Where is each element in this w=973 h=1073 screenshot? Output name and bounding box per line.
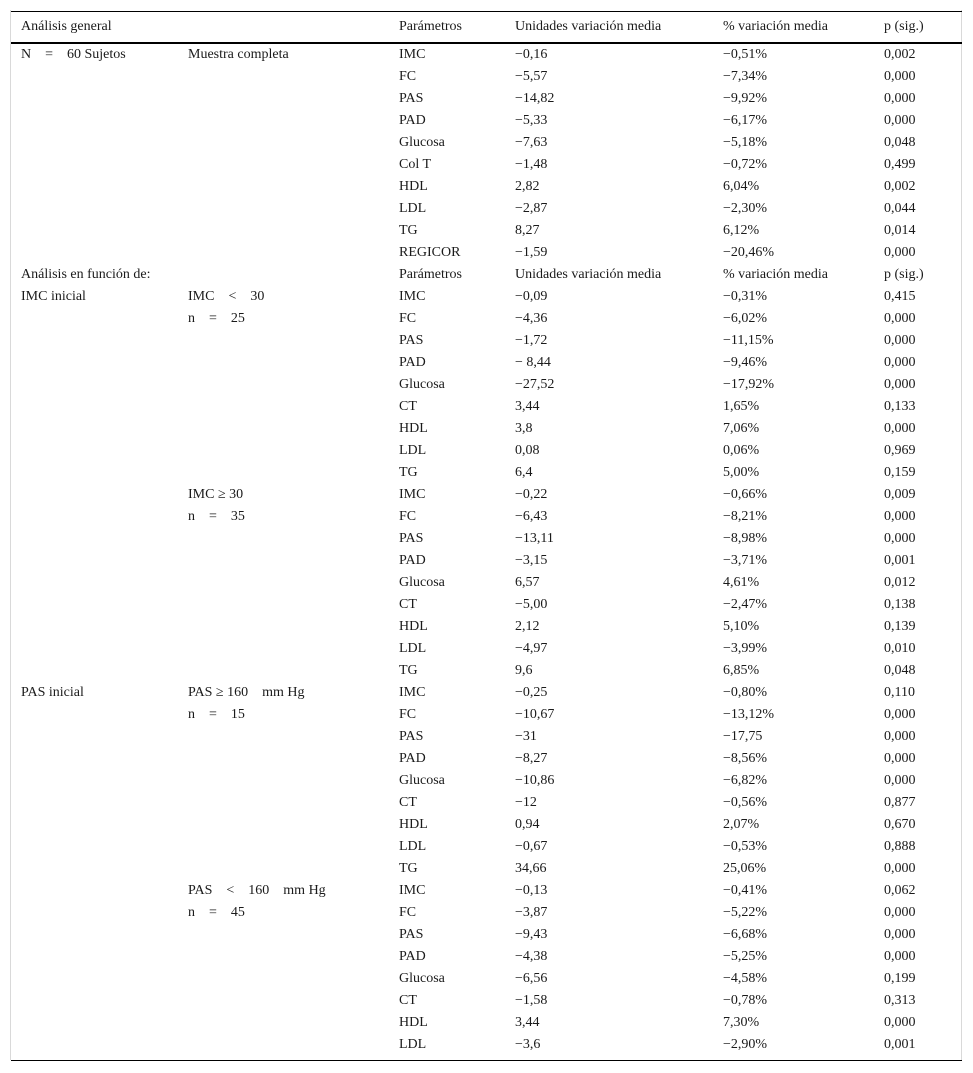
param-cell: FC (399, 509, 417, 524)
units-cell: 3,8 (515, 421, 533, 436)
percent-cell: 4,61% (723, 575, 760, 590)
percent-cell: −0,53% (723, 839, 768, 854)
units-cell: −6,56 (515, 971, 548, 986)
param-cell: LDL (399, 1037, 427, 1052)
param-cell: TG (399, 861, 418, 876)
param-cell: Glucosa (399, 971, 445, 986)
p-value-cell: 0,014 (884, 223, 916, 238)
subheader-p-sig: p (sig.) (884, 267, 924, 282)
units-cell: −4,36 (515, 311, 548, 326)
percent-cell: 0,06% (723, 443, 760, 458)
param-cell: HDL (399, 817, 428, 832)
p-value-cell: 0,139 (884, 619, 916, 634)
param-cell: IMC (399, 883, 426, 898)
units-cell: 2,12 (515, 619, 540, 634)
units-cell: 6,4 (515, 465, 533, 480)
param-cell: CT (399, 399, 417, 414)
percent-cell: 6,85% (723, 663, 760, 678)
param-cell: Glucosa (399, 773, 445, 788)
p-value-cell: 0,000 (884, 91, 916, 106)
param-cell: PAS (399, 531, 424, 546)
units-cell: −0,09 (515, 289, 548, 304)
percent-cell: 7,06% (723, 421, 760, 436)
units-cell: −4,97 (515, 641, 548, 656)
units-cell: −0,25 (515, 685, 548, 700)
percent-cell: −0,51% (723, 47, 768, 62)
header-p-sig: p (sig.) (884, 19, 924, 34)
param-cell: PAS (399, 729, 424, 744)
units-cell: −1,58 (515, 993, 548, 1008)
table-frame (10, 10, 962, 1060)
p-value-cell: 0,000 (884, 707, 916, 722)
param-cell: PAD (399, 949, 426, 964)
units-cell: −8,27 (515, 751, 548, 766)
units-cell: −13,11 (515, 531, 554, 546)
percent-cell: −2,30% (723, 201, 768, 216)
param-cell: HDL (399, 1015, 428, 1030)
p-value-cell: 0,048 (884, 663, 916, 678)
param-cell: TG (399, 465, 418, 480)
percent-cell: −8,21% (723, 509, 768, 524)
percent-cell: −3,71% (723, 553, 768, 568)
units-cell: −10,86 (515, 773, 555, 788)
param-cell: LDL (399, 839, 427, 854)
subgroup-n: n = 15 (188, 707, 245, 722)
header-unidades: Unidades variación media (515, 19, 662, 34)
percent-cell: 5,00% (723, 465, 760, 480)
param-cell: HDL (399, 421, 428, 436)
subheader-parametros: Parámetros (399, 267, 462, 282)
p-value-cell: 0,000 (884, 245, 916, 260)
param-cell: HDL (399, 619, 428, 634)
percent-cell: −2,47% (723, 597, 768, 612)
percent-cell: 7,30% (723, 1015, 760, 1030)
percent-cell: −6,68% (723, 927, 768, 942)
percent-cell: 25,06% (723, 861, 767, 876)
param-cell: Glucosa (399, 135, 445, 150)
p-value-cell: 0,110 (884, 685, 915, 700)
p-value-cell: 0,048 (884, 135, 916, 150)
units-cell: −5,33 (515, 113, 548, 128)
percent-cell: −0,72% (723, 157, 768, 172)
param-cell: PAD (399, 553, 426, 568)
param-cell: Col T (399, 157, 432, 172)
p-value-cell: 0,000 (884, 773, 916, 788)
param-cell: PAD (399, 113, 426, 128)
p-value-cell: 0,199 (884, 971, 916, 986)
units-cell: −10,67 (515, 707, 555, 722)
param-cell: TG (399, 223, 418, 238)
p-value-cell: 0,000 (884, 333, 916, 348)
param-cell: PAS (399, 333, 424, 348)
units-cell: −3,6 (515, 1037, 541, 1052)
top-rule (11, 11, 962, 12)
subgroup-condition: PAS ≥ 160 mm Hg (188, 685, 305, 700)
p-value-cell: 0,000 (884, 113, 916, 128)
param-cell: FC (399, 69, 417, 84)
p-value-cell: 0,000 (884, 69, 916, 84)
p-value-cell: 0,000 (884, 421, 916, 436)
p-value-cell: 0,000 (884, 509, 916, 524)
subgroup-condition: PAS < 160 mm Hg (188, 883, 326, 898)
percent-cell: −6,02% (723, 311, 768, 326)
header-porcentaje: % variación media (723, 19, 828, 34)
percent-cell: −0,41% (723, 883, 768, 898)
percent-cell: 5,10% (723, 619, 760, 634)
param-cell: LDL (399, 641, 427, 656)
percent-cell: −5,22% (723, 905, 768, 920)
units-cell: −3,15 (515, 553, 548, 568)
percent-cell: −0,31% (723, 289, 768, 304)
units-cell: −4,38 (515, 949, 548, 964)
units-cell: −1,59 (515, 245, 548, 260)
subheader-unidades: Unidades variación media (515, 267, 662, 282)
percent-cell: −3,99% (723, 641, 768, 656)
p-value-cell: 0,010 (884, 641, 916, 656)
percent-cell: −0,80% (723, 685, 768, 700)
header-parametros: Parámetros (399, 19, 462, 34)
subgroup-n: n = 25 (188, 311, 245, 326)
header-analysis-general: Análisis general (21, 19, 112, 34)
param-cell: REGICOR (399, 245, 461, 260)
percent-cell: −5,18% (723, 135, 768, 150)
units-cell: −6,43 (515, 509, 548, 524)
units-cell: −0,16 (515, 47, 548, 62)
param-cell: PAD (399, 355, 426, 370)
percent-cell: −4,58% (723, 971, 768, 986)
param-cell: Glucosa (399, 575, 445, 590)
percent-cell: −0,78% (723, 993, 768, 1008)
units-cell: 8,27 (515, 223, 540, 238)
percent-cell: −9,46% (723, 355, 768, 370)
p-value-cell: 0,002 (884, 47, 916, 62)
section-label: IMC inicial (21, 289, 86, 304)
param-cell: IMC (399, 685, 426, 700)
p-value-cell: 0,000 (884, 1015, 916, 1030)
subheader-porcentaje: % variación media (723, 267, 828, 282)
percent-cell: −0,56% (723, 795, 768, 810)
param-cell: IMC (399, 289, 426, 304)
units-cell: −0,22 (515, 487, 548, 502)
percent-cell: 6,04% (723, 179, 760, 194)
param-cell: IMC (399, 487, 426, 502)
p-value-cell: 0,969 (884, 443, 916, 458)
p-value-cell: 0,415 (884, 289, 916, 304)
units-cell: 2,82 (515, 179, 540, 194)
param-cell: PAD (399, 751, 426, 766)
bottom-rule (11, 1060, 962, 1061)
units-cell: −9,43 (515, 927, 548, 942)
units-cell: −5,57 (515, 69, 548, 84)
p-value-cell: 0,000 (884, 531, 916, 546)
subgroup-n: n = 35 (188, 509, 245, 524)
param-cell: IMC (399, 47, 426, 62)
sample-size-label: N = 60 Sujetos (21, 47, 126, 62)
p-value-cell: 0,002 (884, 179, 916, 194)
p-value-cell: 0,044 (884, 201, 916, 216)
percent-cell: −7,34% (723, 69, 768, 84)
percent-cell: −11,15% (723, 333, 774, 348)
units-cell: −14,82 (515, 91, 555, 106)
percent-cell: −8,98% (723, 531, 768, 546)
header-rule (11, 42, 962, 44)
p-value-cell: 0,062 (884, 883, 916, 898)
subheader-analysis: Análisis en función de: (21, 267, 151, 282)
percent-cell: −8,56% (723, 751, 768, 766)
subgroup-condition: IMC ≥ 30 (188, 487, 244, 502)
units-cell: 9,6 (515, 663, 533, 678)
subgroup-condition: IMC < 30 (188, 289, 265, 304)
p-value-cell: 0,001 (884, 553, 916, 568)
p-value-cell: 0,877 (884, 795, 916, 810)
param-cell: PAS (399, 91, 424, 106)
p-value-cell: 0,000 (884, 905, 916, 920)
p-value-cell: 0,499 (884, 157, 916, 172)
units-cell: −12 (515, 795, 537, 810)
units-cell: −2,87 (515, 201, 548, 216)
p-value-cell: 0,313 (884, 993, 916, 1008)
param-cell: LDL (399, 201, 427, 216)
percent-cell: −5,25% (723, 949, 768, 964)
param-cell: CT (399, 993, 417, 1008)
p-value-cell: 0,138 (884, 597, 916, 612)
param-cell: PAS (399, 927, 424, 942)
percent-cell: −6,82% (723, 773, 768, 788)
units-cell: −0,67 (515, 839, 548, 854)
param-cell: LDL (399, 443, 427, 458)
p-value-cell: 0,001 (884, 1037, 916, 1052)
units-cell: 6,57 (515, 575, 540, 590)
param-cell: CT (399, 795, 417, 810)
units-cell: −3,87 (515, 905, 548, 920)
p-value-cell: 0,012 (884, 575, 916, 590)
param-cell: FC (399, 905, 417, 920)
p-value-cell: 0,000 (884, 927, 916, 942)
percent-cell: 6,12% (723, 223, 760, 238)
param-cell: TG (399, 663, 418, 678)
param-cell: Glucosa (399, 377, 445, 392)
p-value-cell: 0,000 (884, 311, 916, 326)
percent-cell: 2,07% (723, 817, 760, 832)
subgroup-n: n = 45 (188, 905, 245, 920)
p-value-cell: 0,133 (884, 399, 916, 414)
units-cell: 34,66 (515, 861, 547, 876)
percent-cell: −17,75 (723, 729, 763, 744)
p-value-cell: 0,000 (884, 377, 916, 392)
p-value-cell: 0,159 (884, 465, 916, 480)
percent-cell: −6,17% (723, 113, 768, 128)
p-value-cell: 0,670 (884, 817, 916, 832)
percent-cell: −0,66% (723, 487, 768, 502)
p-value-cell: 0,000 (884, 355, 916, 370)
p-value-cell: 0,009 (884, 487, 916, 502)
p-value-cell: 0,000 (884, 861, 916, 876)
percent-cell: −2,90% (723, 1037, 768, 1052)
units-cell: − 8,44 (515, 355, 551, 370)
param-cell: CT (399, 597, 417, 612)
percent-cell: −9,92% (723, 91, 768, 106)
units-cell: 3,44 (515, 399, 540, 414)
units-cell: −7,63 (515, 135, 548, 150)
param-cell: FC (399, 707, 417, 722)
p-value-cell: 0,000 (884, 751, 916, 766)
units-cell: −5,00 (515, 597, 548, 612)
p-value-cell: 0,888 (884, 839, 916, 854)
units-cell: −1,72 (515, 333, 548, 348)
units-cell: −0,13 (515, 883, 548, 898)
p-value-cell: 0,000 (884, 949, 916, 964)
percent-cell: −20,46% (723, 245, 775, 260)
units-cell: 0,08 (515, 443, 540, 458)
percent-cell: 1,65% (723, 399, 760, 414)
percent-cell: −17,92% (723, 377, 775, 392)
units-cell: −31 (515, 729, 537, 744)
param-cell: HDL (399, 179, 428, 194)
percent-cell: −13,12% (723, 707, 775, 722)
units-cell: 0,94 (515, 817, 540, 832)
param-cell: FC (399, 311, 417, 326)
p-value-cell: 0,000 (884, 729, 916, 744)
section-label: PAS inicial (21, 685, 84, 700)
units-cell: −1,48 (515, 157, 548, 172)
units-cell: −27,52 (515, 377, 555, 392)
units-cell: 3,44 (515, 1015, 540, 1030)
sample-label: Muestra completa (188, 47, 289, 62)
